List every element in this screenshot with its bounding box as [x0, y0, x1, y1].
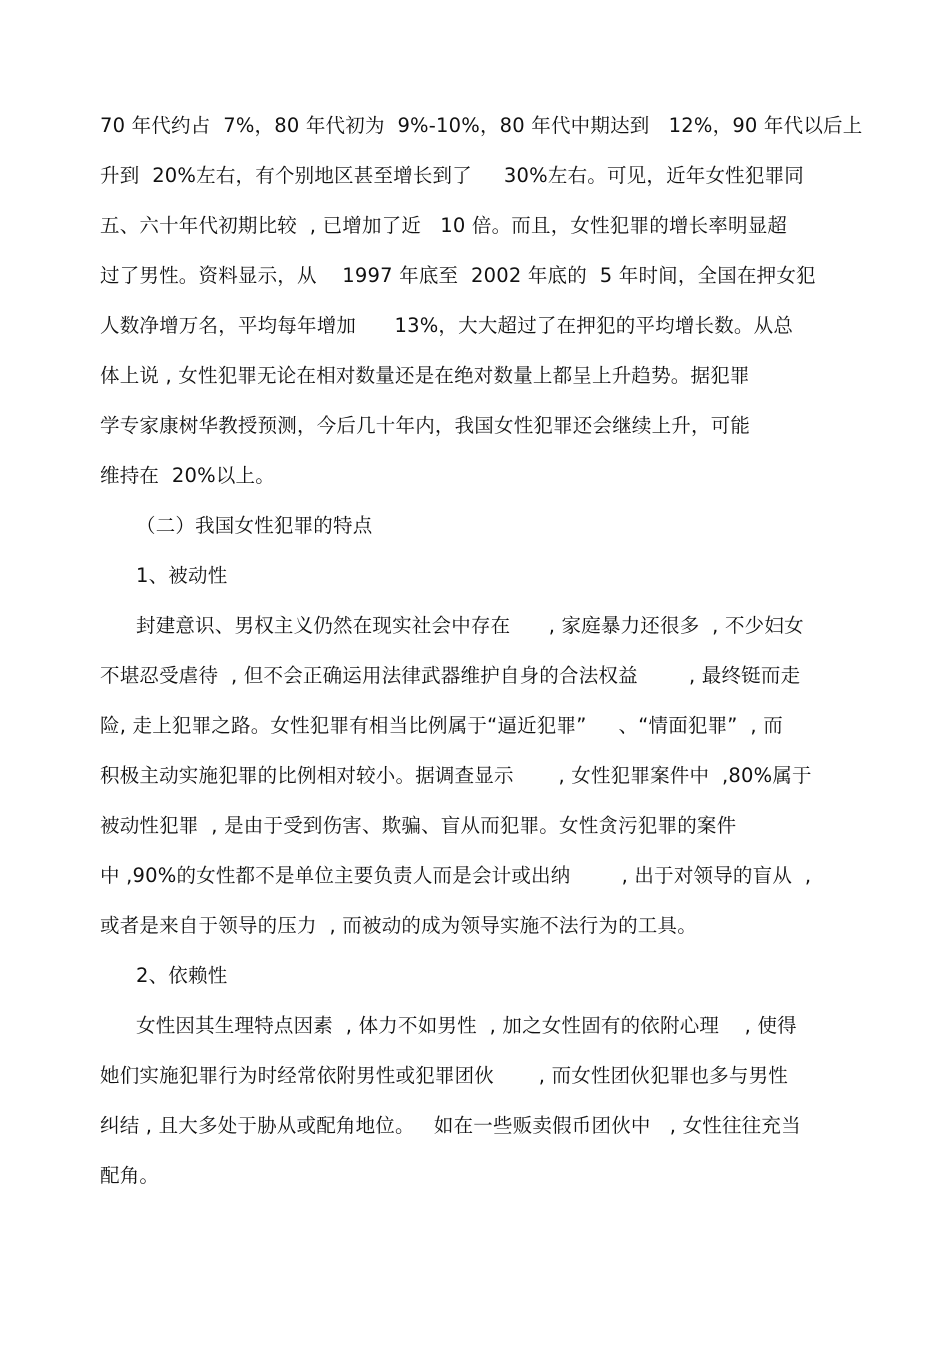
text-line: 险, 走上犯罪之路。女性犯罪有相当比例属于“逼近犯罪” 、“情面犯罪” , 而: [100, 714, 783, 737]
text-line: 不堪忍受虐待 , 但不会正确运用法律武器维护自身的合法权益 , 最终铤而走: [100, 664, 801, 687]
text-line: 中 ,90%的女性都不是单位主要负责人而是会计或出纳 , 出于对领导的盲从 ,: [100, 864, 812, 887]
text-line: 升到 20%左右，有个别地区甚至增长到了 30%左右。可见，近年女性犯罪同: [100, 164, 804, 187]
text-line: 被动性犯罪 , 是由于受到伤害、欺骗、盲从而犯罪。女性贪污犯罪的案件: [100, 814, 737, 837]
text-line: 过了男性。资料显示，从 1997 年底至 2002 年底的 5 年时间，全国在押女犯: [100, 264, 816, 287]
subsection-heading: 2、依赖性: [136, 964, 228, 987]
text-line: 人数净增万名，平均每年增加 13%，大大超过了在押犯的平均增长数。从总: [100, 314, 794, 337]
text-line: 纠结 , 且大多处于胁从或配角地位。 如在一些贩卖假币团伙中 , 女性往往充当: [100, 1114, 801, 1137]
text-line: 封建意识、男权主义仍然在现实社会中存在 , 家庭暴力还很多 , 不少妇女: [136, 614, 804, 637]
text-line: 配角。: [100, 1164, 160, 1187]
text-line: 女性因其生理特点因素 , 体力不如男性 , 加之女性固有的依附心理 , 使得: [136, 1014, 797, 1037]
text-line: 体上说 , 女性犯罪无论在相对数量还是在绝对数量上都呈上升趋势。据犯罪: [100, 364, 750, 387]
subsection-heading: 1、被动性: [136, 564, 228, 587]
text-line: 70 年代约占 7%，80 年代初为 9%-10%，80 年代中期达到 12%，90 年代以后上: [100, 114, 863, 137]
section-heading: （二）我国女性犯罪的特点: [136, 514, 373, 537]
text-line: 或者是来自于领导的压力 , 而被动的成为领导实施不法行为的工具。: [100, 914, 697, 937]
text-line: 学专家康树华教授预测，今后几十年内，我国女性犯罪还会继续上升，可能: [100, 414, 751, 437]
text-line: 五、六十年代初期比较 , 已增加了近 10 倍。而且，女性犯罪的增长率明显超: [100, 214, 788, 237]
text-line: 她们实施犯罪行为时经常依附男性或犯罪团伙 , 而女性团伙犯罪也多与男性: [100, 1064, 788, 1087]
text-line: 积极主动实施犯罪的比例相对较小。据调查显示 , 女性犯罪案件中 ,80%属于: [100, 764, 812, 787]
text-line: 维持在 20%以上。: [100, 464, 275, 487]
